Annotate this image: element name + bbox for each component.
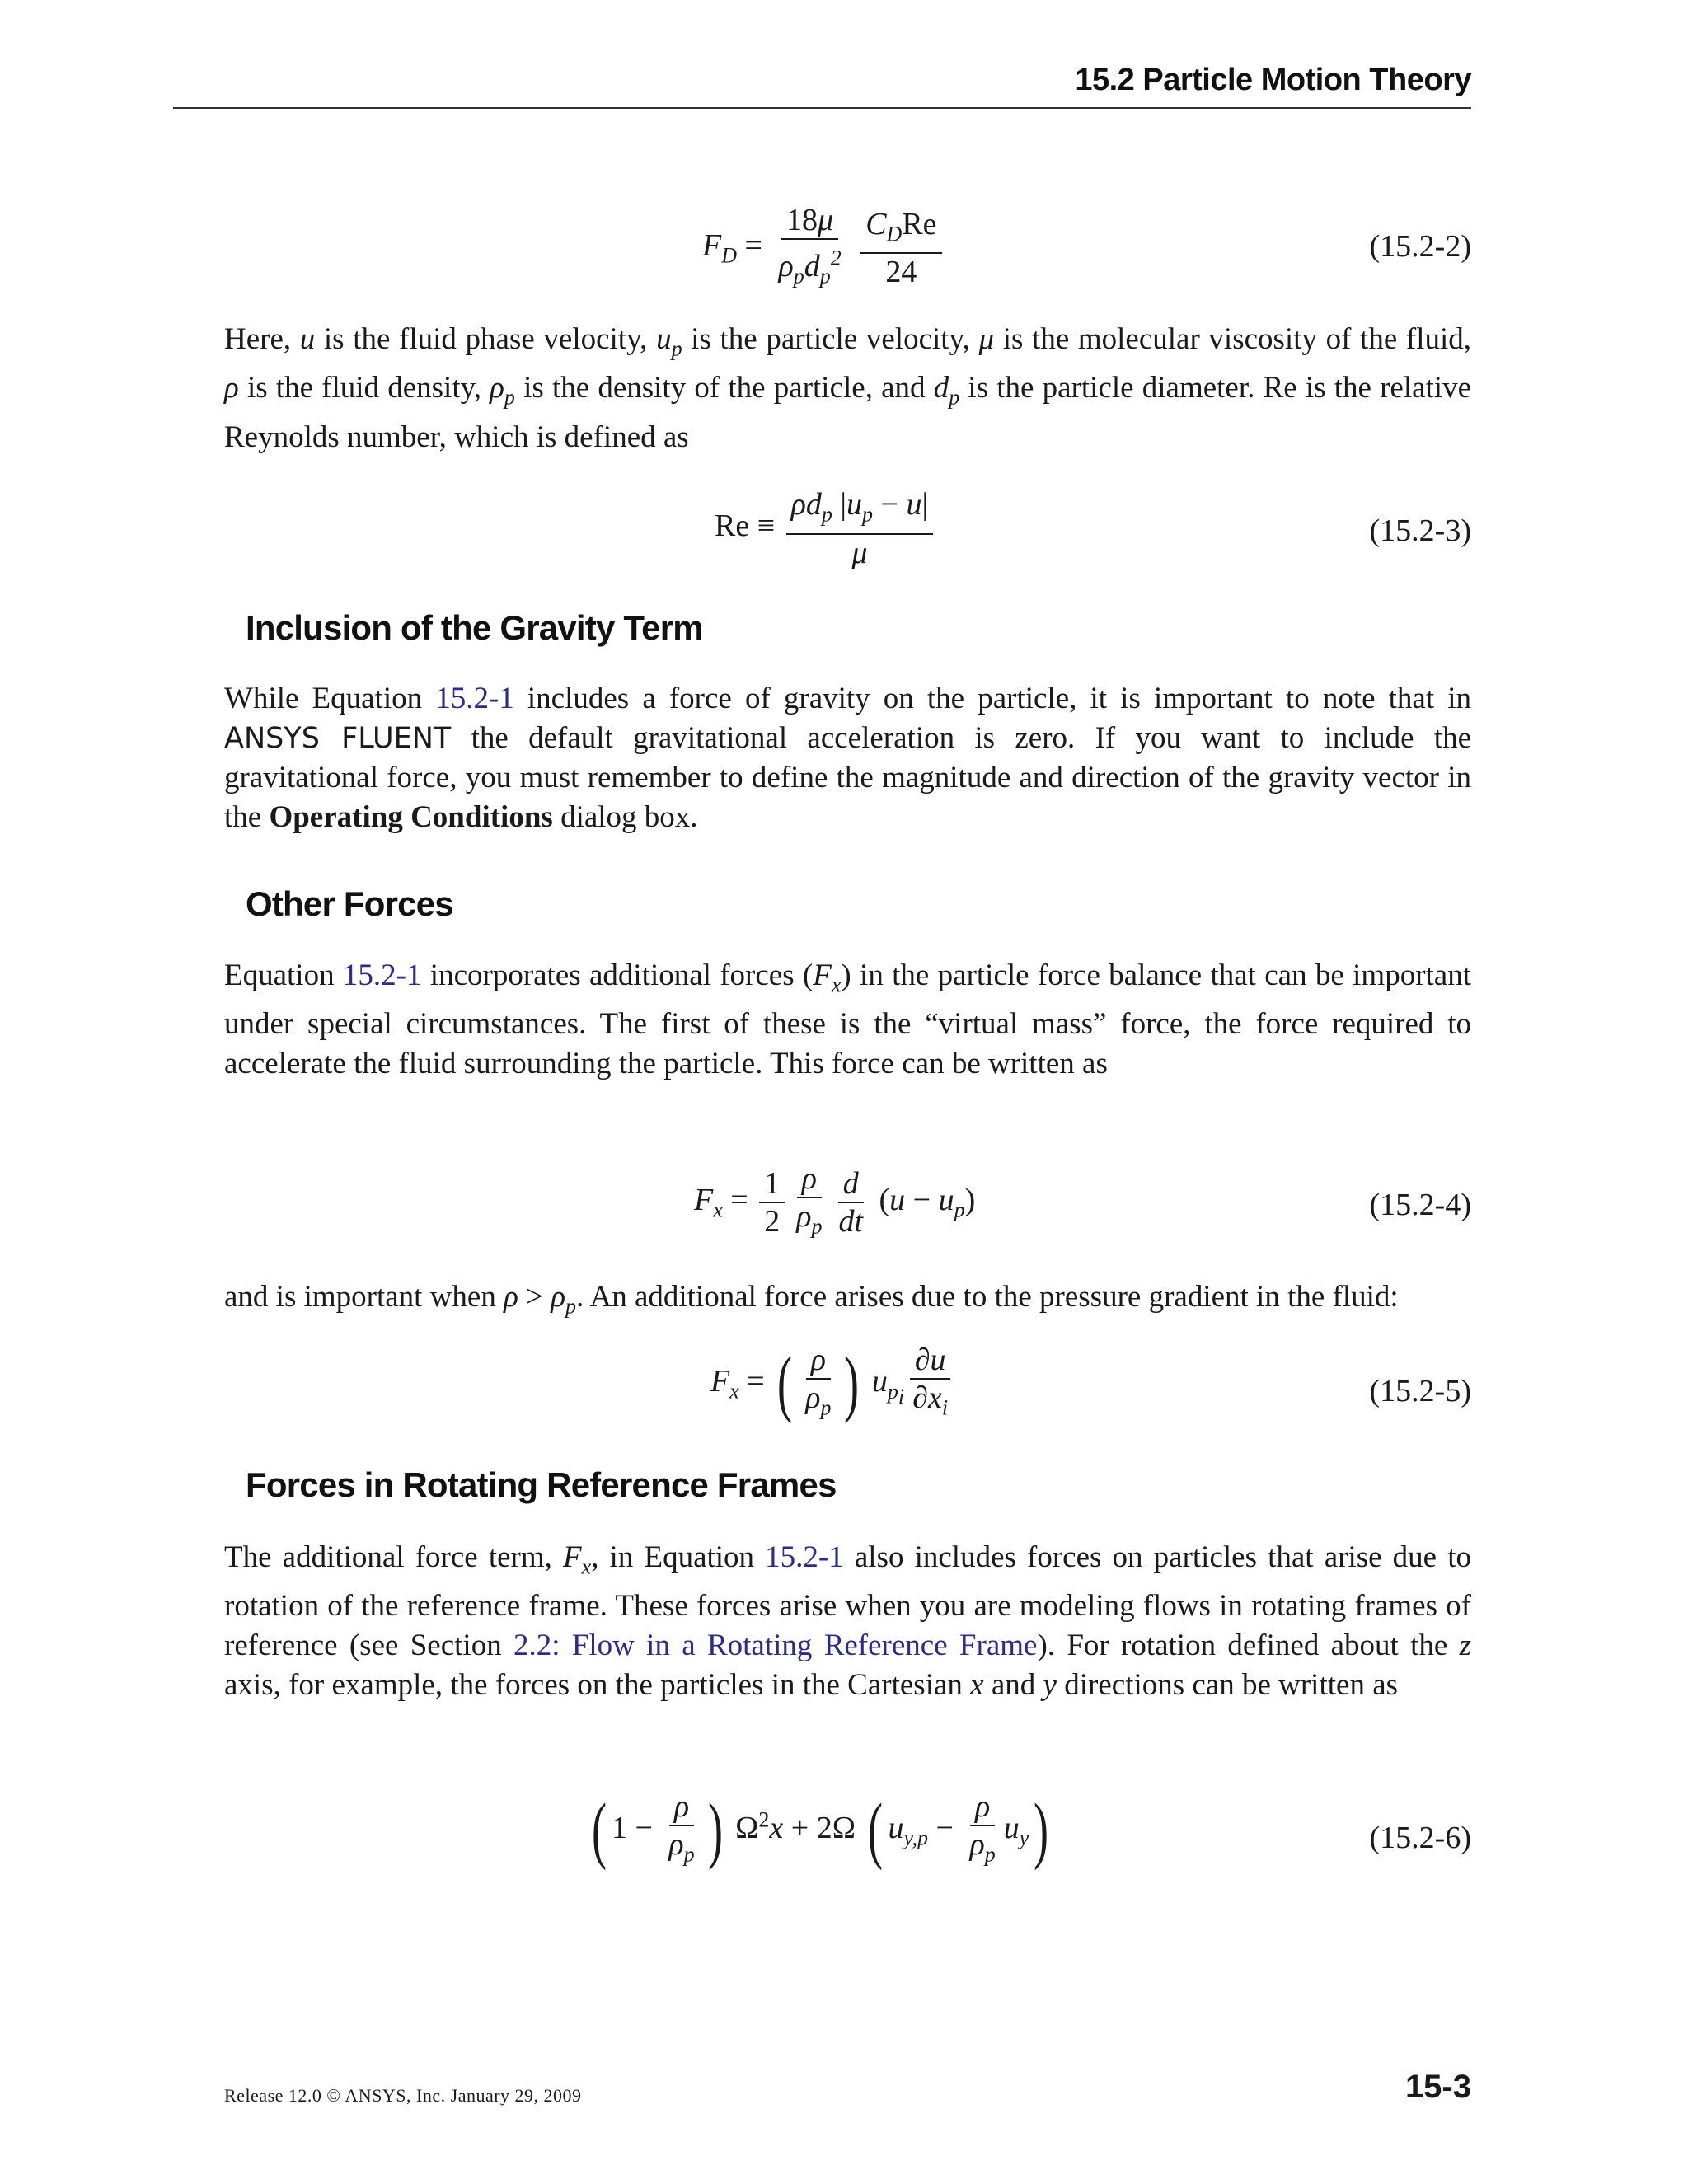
equation-15-2-3: Re ≡ $\frac{\rho d_p |u_p - u|}{\mu}$ (15.2-3) [715,487,1471,570]
section-heading-gravity: Inclusion of the Gravity Term [246,608,703,647]
equation-number: (15.2-3) [1369,513,1471,548]
paragraph-pressure-gradient: and is important when $\rho > \rho_p$. An additional force arises due to the pressure gradient in the fluid: [224,1280,1399,1319]
section-heading-rotating: Forces in Rotating Reference Frames [246,1465,837,1504]
paragraph-gravity: While Equation 15.2-1 includes a force of gravity on the particle, it is important to note that in ANSYS FLUENT the default gravitational acceleration is zero. If you want to include the gravitational force, you must remember to define the magnitude and direction of the gravity vector in the Operating Conditions dialog box. [224,682,1472,834]
paragraph-other-forces: Equation 15.2-1 incorporates additional forces $(F_x)$ in the particle force balance that can be important under special circumstances. The first of these is the “virtual mass” force, the force required to accelerate the fluid surrounding the particle. This force can be written as [224,958,1471,1081]
equation-15-2-4: $F_x$ = $\frac{1}{2}$ $\frac{\rho}{\rho_p}$ $\frac{d}{dt}$ $(u - u_p)$ (15.2-4) [694,1161,1471,1240]
footer-release: Release 12.0 © ANSYS, Inc. January 29, 2009 [224,2085,582,2106]
equation-15-2-6: ( 1 − $\frac{\rho}{\rho_p}$ ) $\Omega^2x + 2\Omega$ ( $u_{y,p}$ − $\frac{\rho}{\rho_p}$ $u_y$) (15.2-6) [591,1789,1471,1872]
page-number: 15-3 [1404,2069,1471,2105]
paragraph-rotating: The additional force term, $F_x$, in Equation 15.2-1 also includes forces on particles that arise due to rotation of the reference frame. These forces arise when you are modeling flows in rotating frames of reference (see Section 2.2: Flow in a Rotating Reference Frame). For rotation defined about the z axis, for example, the forces on the particles in the Cartesian x and y directions can be written as [224,1540,1472,1703]
equation-link[interactable]: 15.2-1 [435,682,514,715]
equation-number: (15.2-4) [1369,1188,1471,1222]
equation-15-2-5: $F_x$ = ( $\frac{\rho}{\rho_p}$ ) $u_{p_i}$ $\frac{\partial u}{\partial x_i}$ (15.2-5) [710,1343,1471,1425]
equation-link[interactable]: 15.2-1 [765,1540,844,1574]
equation-number: (15.2-5) [1369,1374,1471,1408]
equation-15-2-2: $F_D$ = $\frac{18\mu}{\rho_pd_p^2}$ $\frac{C_DRe}{24}$ (15.2-2) [702,203,1471,290]
paragraph-definitions: Here, u is the fluid phase velocity, $u_p$ is the particle velocity, μ is the molecular viscosity of the fluid, ρ is the fluid density, $\rho_p$ is the density of the particle, and $d_p$ is the particle diameter. Re is the relative Reynolds number, which is defined as [224,322,1472,454]
page-header [173,56,1471,109]
equation-number: (15.2-6) [1369,1821,1471,1855]
equation-number: (15.2-2) [1369,229,1471,264]
section-link[interactable]: 2.2: Flow in a Rotating Reference Frame [513,1629,1038,1663]
equation-link[interactable]: 15.2-1 [342,958,422,992]
header-title: 15.2 Particle Motion Theory [1075,63,1471,97]
section-heading-other-forces: Other Forces [246,884,453,923]
